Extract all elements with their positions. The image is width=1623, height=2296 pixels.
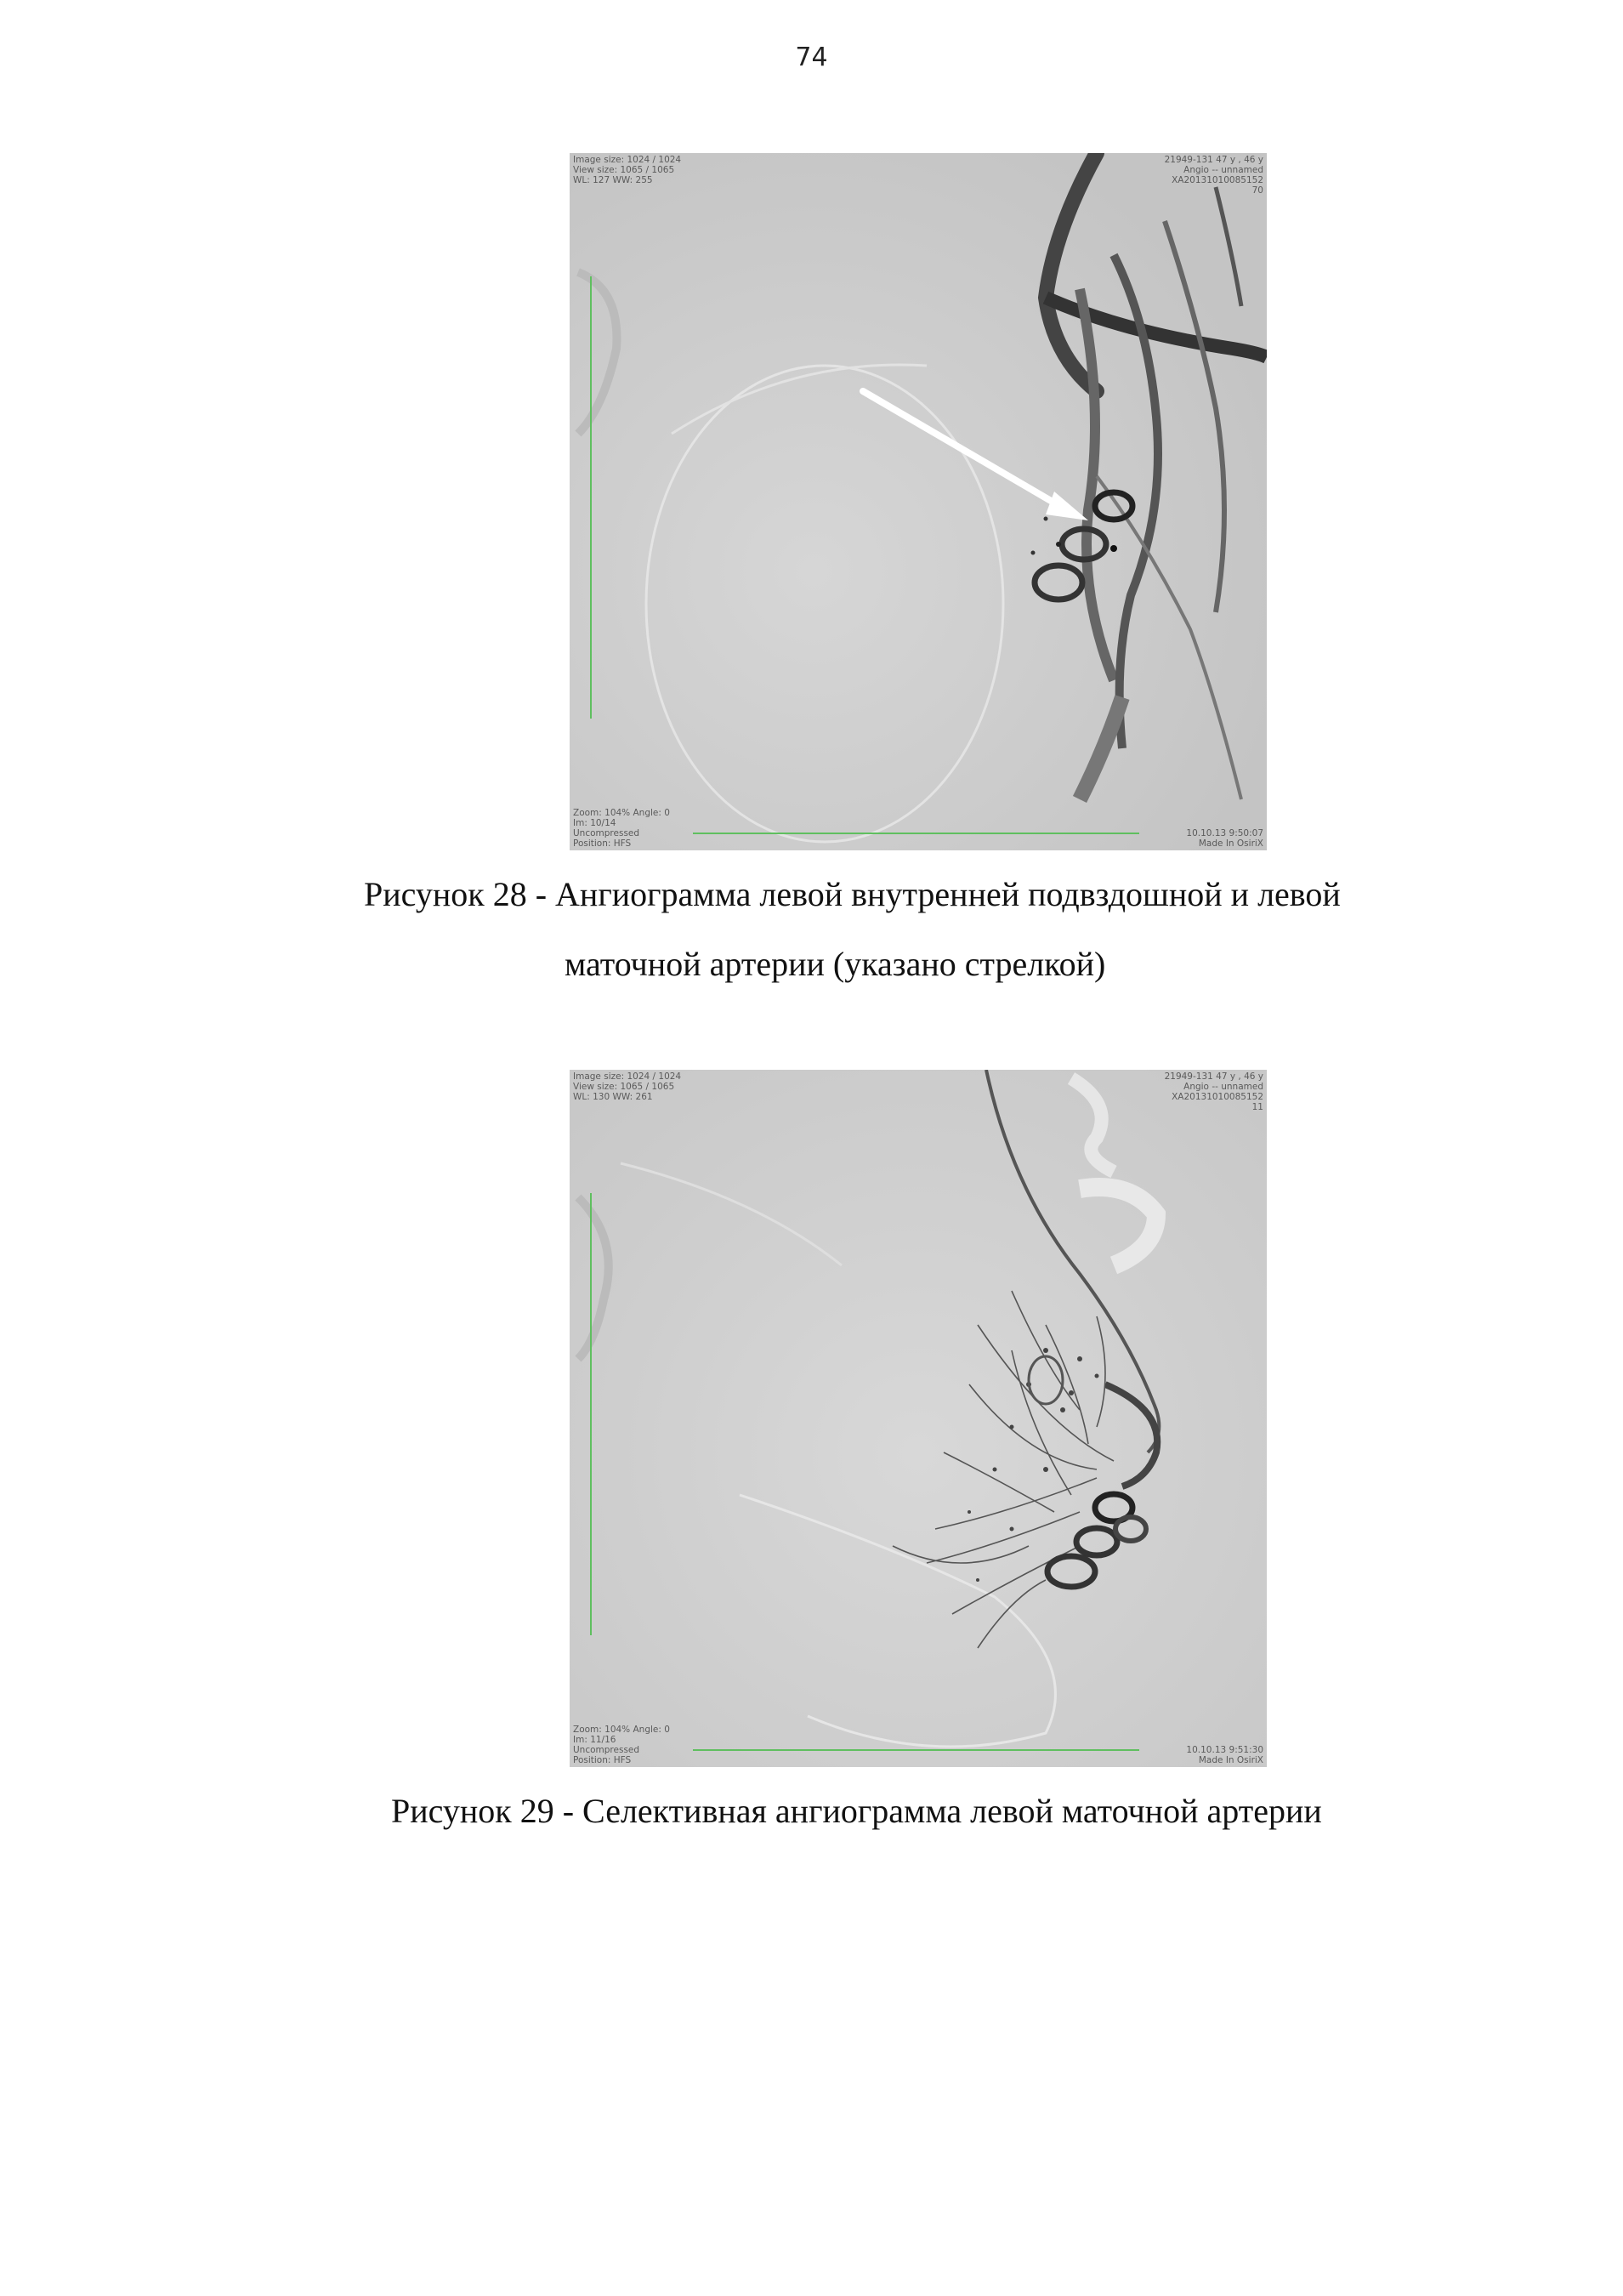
overlay-bottom-right: 10.10.13 9:51:30 Made In OsiriX: [1186, 1745, 1263, 1765]
figure-29-caption: Рисунок 29 - Селективная ангиограмма левой маточной артерии: [391, 1792, 1322, 1830]
angiogram-image-29: [570, 1070, 1267, 1767]
figure-28-caption-line-1: Рисунок 28 - Ангиограмма левой внутренней подвздошной и левой: [364, 875, 1341, 913]
overlay-top-left: Image size: 1024 / 1024 View size: 1065 / 1065 WL: 130 WW: 261: [573, 1071, 682, 1102]
angiogram-figure-29: [570, 1070, 1267, 1767]
overlay-bottom-left: Zoom: 104% Angle: 0 Im: 10/14 Uncompressed Position: HFS: [573, 808, 670, 849]
page-number: 74: [795, 43, 828, 72]
figure-28-caption-line-2: маточной артерии (указано стрелкой): [565, 945, 1106, 983]
overlay-bottom-left: Zoom: 104% Angle: 0 Im: 11/16 Uncompressed Position: HFS: [573, 1725, 670, 1765]
overlay-top-right: 21949-131 47 y , 46 y Angio -- unnamed XA20131010085152 70: [1164, 155, 1263, 196]
angiogram-image-28: [570, 153, 1267, 850]
overlay-top-left: Image size: 1024 / 1024 View size: 1065 / 1065 WL: 127 WW: 255: [573, 155, 682, 185]
angiogram-figure-28: [570, 153, 1267, 850]
overlay-bottom-right: 10.10.13 9:50:07 Made In OsiriX: [1186, 828, 1263, 849]
overlay-top-right: 21949-131 47 y , 46 y Angio -- unnamed XA20131010085152 11: [1164, 1071, 1263, 1112]
